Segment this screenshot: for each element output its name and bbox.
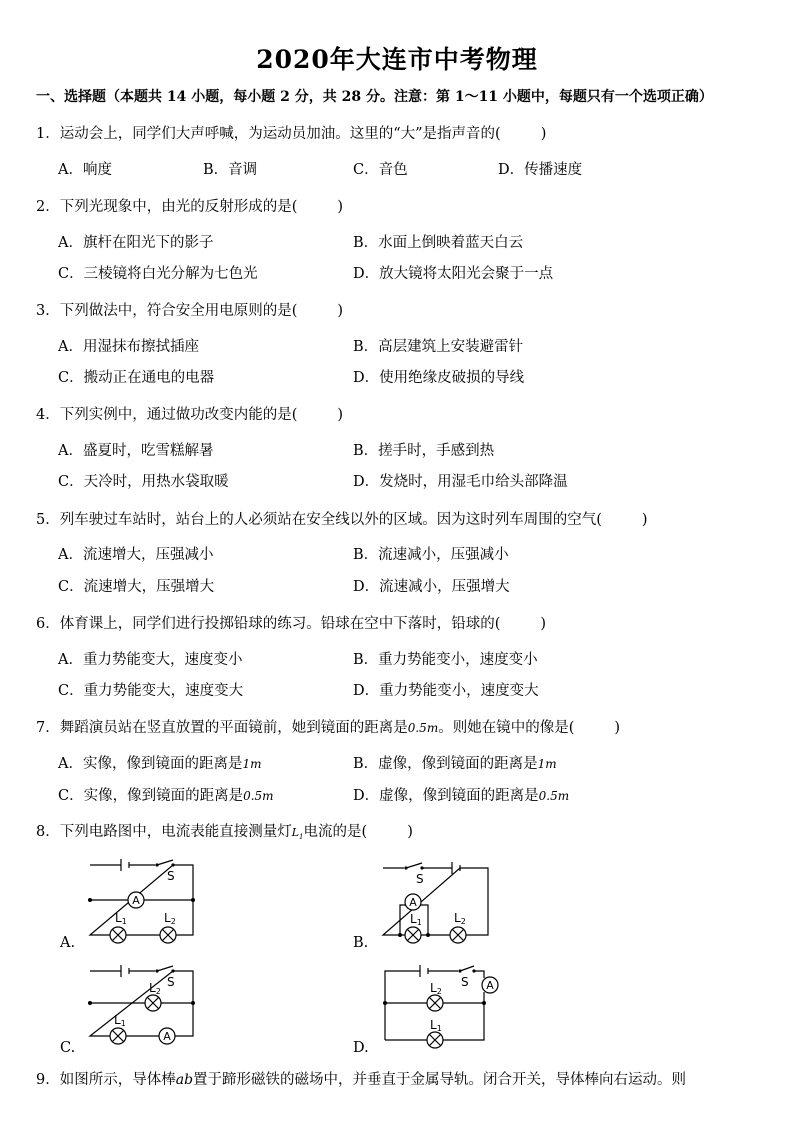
lamp1-sub: 1 <box>436 1024 442 1033</box>
question-9-stem: 9．如图所示，导体棒 <box>36 1072 176 1088</box>
page-title: 2020年大连市中考物理 <box>256 45 538 74</box>
circuit-diagram-d <box>380 958 510 1058</box>
lamp-var-letter: L <box>291 826 300 839</box>
q3-option-c: C．搬动正在通电的电器 <box>58 370 215 386</box>
question-6 <box>36 612 546 633</box>
q8-option-b: B. <box>353 935 369 951</box>
q2-option-d: D．放大镜将太阳光会聚于一点 <box>353 266 554 282</box>
question-1-stem: 1．运动会上，同学们大声呼喊，为运动员加油。这里的“大”是指声音的( <box>36 126 501 142</box>
lamp2-sub: 2 <box>170 917 176 926</box>
lamp1-label <box>430 1018 442 1033</box>
q6-option-c: C．重力势能变大，速度变大 <box>58 683 244 699</box>
lamp2-label <box>164 911 176 926</box>
question-9-tail: 置于蹄形磁铁的磁场中，并垂直于金属导轨。闭合开关，导体棒向右运动。则 <box>193 1072 687 1088</box>
q7-option-b-text: B．虚像，像到镜面的距离是 <box>353 756 538 772</box>
paren-close: ) <box>337 199 344 215</box>
q1-option-d: D．传播速度 <box>498 162 583 178</box>
q4-option-a: A．盛夏时，吃雪糕解暑 <box>58 443 214 459</box>
q7-option-d <box>353 784 569 805</box>
q1-option-a: A．响度 <box>58 162 112 178</box>
q5-option-a: A．流速增大，压强减小 <box>58 547 214 563</box>
circuit-diagram-a <box>85 850 205 950</box>
q7-option-c-unit: 0.5m <box>243 789 274 803</box>
paren-close: ) <box>540 126 547 142</box>
circuit-diagram-b <box>378 850 498 950</box>
question-4-stem: 4．下列实例中，通过做功改变内能的是( <box>36 407 298 423</box>
paren-close: ) <box>337 407 344 423</box>
q6-option-d: D．重力势能变小，速度变大 <box>353 683 539 699</box>
q5-option-d: D．流速减小，压强增大 <box>353 579 510 595</box>
ammeter-label: A <box>163 1030 171 1043</box>
question-2 <box>36 195 343 216</box>
lamp-var-sub: 1 <box>299 833 304 842</box>
lamp2-letter: L <box>149 981 156 995</box>
q7-option-b <box>353 752 557 773</box>
q3-option-d: D．使用绝缘皮破损的导线 <box>353 370 525 386</box>
q7-option-c <box>58 784 274 805</box>
q7-option-b-unit: 1m <box>537 757 557 771</box>
question-5-stem: 5．列车驶过车站时，站台上的人必须站在安全线以外的区域。因为这时列车周围的空气( <box>36 512 602 528</box>
q3-option-b: B．高层建筑上安装避雷针 <box>353 339 524 355</box>
lamp2-label <box>430 981 442 996</box>
question-5 <box>36 508 648 529</box>
ammeter-label: A <box>132 894 140 907</box>
q5-option-b: B．流速减小，压强减小 <box>353 547 509 563</box>
lamp1-label <box>115 911 127 926</box>
switch-label: S <box>416 872 424 886</box>
question-7-stem: 7．舞蹈演员站在竖直放置的平面镜前，她到镜面的距离是 <box>36 720 408 736</box>
lamp1-letter: L <box>115 911 122 925</box>
switch-label: S <box>461 975 469 989</box>
q8-option-d: D. <box>353 1040 369 1056</box>
q7-option-a-text: A．实像，像到镜面的距离是 <box>58 756 243 772</box>
q2-option-a: A．旗杆在阳光下的影子 <box>58 235 214 251</box>
q7-option-a-unit: 1m <box>242 757 262 771</box>
question-6-stem: 6．体育课上，同学们进行投掷铅球的练习。铅球在空中下落时，铅球的( <box>36 616 501 632</box>
q1-option-c: C．音色 <box>353 162 408 178</box>
q4-option-c: C．天冷时，用热水袋取暖 <box>58 474 229 490</box>
paren-close: ) <box>614 720 621 736</box>
q8-option-c: C. <box>60 1040 76 1056</box>
lamp2-letter: L <box>454 911 461 925</box>
q4-option-b: B．搓手时，手感到热 <box>353 443 495 459</box>
q1-option-b: B．音调 <box>203 162 258 178</box>
lamp2-sub: 2 <box>436 987 442 996</box>
q6-option-b: B．重力势能变小，速度变小 <box>353 652 538 668</box>
question-8-tail: 电流的是( <box>303 824 368 840</box>
lamp2-label <box>149 981 161 996</box>
switch-label: S <box>167 869 175 883</box>
paren-close: ) <box>540 616 547 632</box>
question-3 <box>36 299 343 320</box>
lamp2-letter: L <box>164 911 171 925</box>
lamp2-label <box>454 911 466 926</box>
q2-option-b: B．水面上倒映着蓝天白云 <box>353 235 524 251</box>
q7-option-d-text: D．虚像，像到镜面的距离是 <box>353 788 539 804</box>
q7-option-c-text: C．实像，像到镜面的距离是 <box>58 788 244 804</box>
ammeter-label: A <box>486 979 494 992</box>
lamp2-sub: 2 <box>155 987 161 996</box>
question-9 <box>36 1068 686 1089</box>
q4-option-d: D．发烧时，用湿毛巾给头部降温 <box>353 474 568 490</box>
question-7-tail: 。则她在镜中的像是( <box>438 720 575 736</box>
lamp1-sub: 1 <box>121 917 127 926</box>
distance-value: 0.5m <box>407 721 439 735</box>
question-8 <box>36 820 413 841</box>
question-3-stem: 3．下列做法中，符合安全用电原则的是( <box>36 303 298 319</box>
question-4 <box>36 403 343 424</box>
q3-option-a: A．用湿抹布擦拭插座 <box>58 339 199 355</box>
lamp2-letter: L <box>430 981 437 995</box>
lamp1-letter: L <box>114 1013 121 1027</box>
paren-close: ) <box>337 303 344 319</box>
paren-close: ) <box>641 512 648 528</box>
q7-option-a <box>58 752 262 773</box>
section-heading: 一、选择题（本题共 14 小题，每小题 2 分，共 28 分。注意：第 1～11 小题中，每题只有一个选项正确） <box>36 89 713 105</box>
lamp1-letter: L <box>410 912 417 926</box>
lamp1-sub: 1 <box>416 918 422 927</box>
lamp1-letter: L <box>430 1018 437 1032</box>
lamp1-sub: 1 <box>120 1019 126 1028</box>
lamp1-label <box>114 1013 126 1028</box>
rod-variable: ab <box>175 1072 194 1088</box>
q6-option-a: A．重力势能变大，速度变小 <box>58 652 243 668</box>
q7-option-d-unit: 0.5m <box>538 789 570 803</box>
q2-option-c: C．三棱镜将白光分解为七色光 <box>58 266 258 282</box>
ammeter-label: A <box>409 896 417 909</box>
q5-option-c: C．流速增大，压强增大 <box>58 579 215 595</box>
lamp-variable <box>291 826 304 842</box>
question-2-stem: 2．下列光现象中，由光的反射形成的是( <box>36 199 298 215</box>
question-8-stem: 8．下列电路图中，电流表能直接测量灯 <box>36 824 292 840</box>
circuit-diagram-c <box>85 958 205 1058</box>
question-1 <box>36 122 546 143</box>
lamp2-sub: 2 <box>460 917 466 926</box>
lamp1-label <box>410 912 422 927</box>
q8-option-a: A. <box>60 935 76 951</box>
paren-close: ) <box>407 824 413 840</box>
switch-label: S <box>167 975 175 989</box>
question-7 <box>36 716 620 737</box>
